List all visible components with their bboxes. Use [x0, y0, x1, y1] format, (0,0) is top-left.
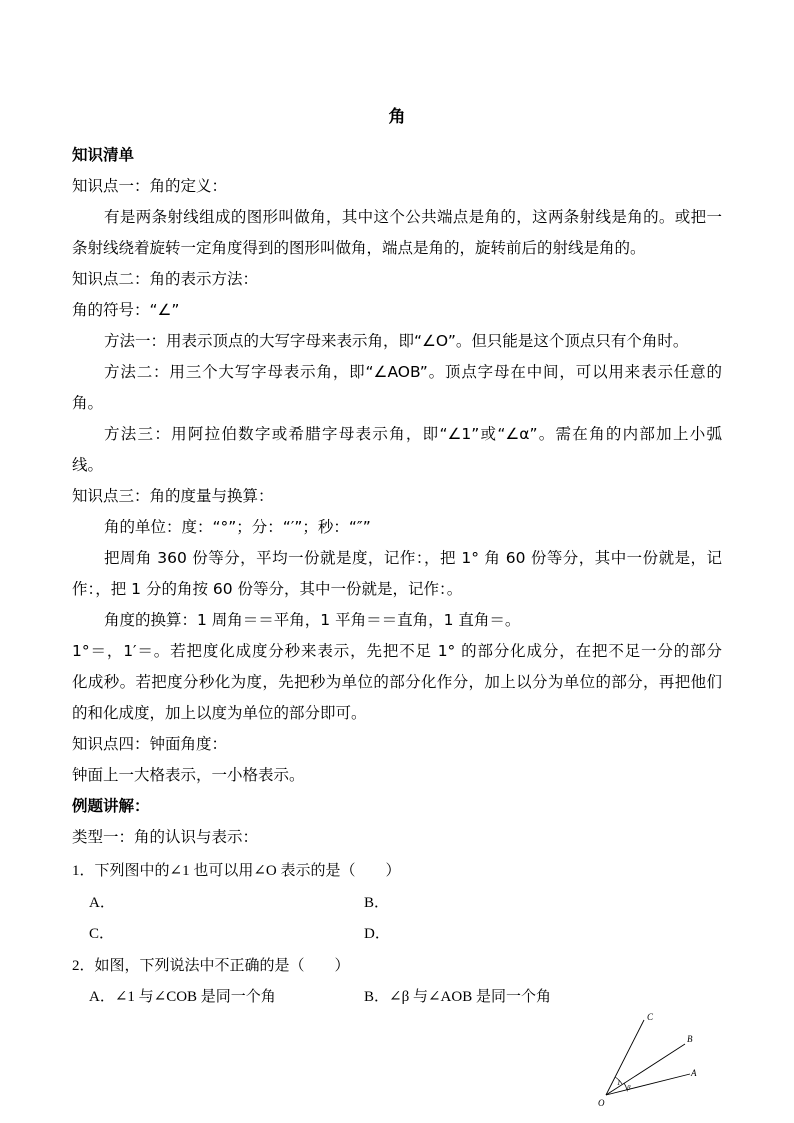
ray-oc	[606, 1020, 644, 1095]
label-a: A	[691, 1068, 697, 1078]
section-examples: 例题讲解：	[72, 797, 150, 815]
method1-text: 方法一：用表示顶点的大写字母来表示角，即“∠O”。但只能是这个顶点只有个角时。	[104, 332, 689, 350]
label-b: B	[687, 1034, 693, 1044]
angle-figure	[592, 1006, 702, 1116]
conversion-text-line2: 1°＝，1′＝。若把度化成度分秒来表示，先把不足 1° 的部分化成分，在把不足一分的部分	[72, 642, 722, 660]
question1: 1．下列图中的∠1 也可以用∠O 表示的是（ ）	[72, 863, 401, 879]
q1-option-c[interactable]: C．	[89, 926, 115, 942]
section-knowledge-list: 知识清单	[72, 146, 135, 164]
q1-option-d[interactable]: D．	[364, 926, 390, 942]
method3-text-line2: 线。	[72, 456, 104, 474]
method3-text-line1: 方法三：用阿拉伯数字或希腊字母表示角，即“∠1”或“∠α”。需在角的内部加上小弧	[104, 425, 722, 443]
q2-option-b[interactable]: B．∠β 与∠AOB 是同一个角	[364, 989, 551, 1005]
kp1-text-line1: 有是两条射线组成的图形叫做角，其中这个公共端点是角的，这两条射线是角的。或把一	[104, 208, 722, 226]
question2: 2．如图，下列说法中不正确的是（ ）	[72, 958, 350, 974]
q1-option-b[interactable]: B．	[364, 895, 390, 911]
kp4-text: 钟面上一大格表示，一小格表示。	[72, 766, 305, 784]
page-title: 角	[388, 107, 406, 127]
conversion-text-line4: 的和化成度，加上以度为单位的部分即可。	[72, 704, 367, 722]
type1-heading: 类型一：角的认识与表示：	[72, 828, 259, 846]
kp3-heading: 知识点三：角的度量与换算：	[72, 487, 274, 505]
label-c: C	[647, 1012, 654, 1022]
conversion-text-line1: 角度的换算：1 周角＝＝平角，1 平角＝＝直角，1 直角＝。	[104, 611, 521, 629]
method2-text-line1: 方法二：用三个大写字母表示角，即“∠AOB”。顶点字母在中间，可以用来表示任意的	[104, 363, 722, 381]
label-1: 1	[617, 1079, 621, 1087]
kp4-heading: 知识点四：钟面角度：	[72, 735, 228, 753]
perigon-text-line1: 把周角 360 份等分，平均一份就是度，记作：，把 1° 角 60 份等分，其中一份就是，记	[104, 549, 722, 567]
kp2-heading: 知识点二：角的表示方法：	[72, 270, 259, 288]
label-beta: β	[627, 1084, 631, 1092]
kp2-symbol: 角的符号：“∠”	[72, 301, 180, 319]
kp1-heading: 知识点一：角的定义：	[72, 177, 228, 195]
perigon-text-line2: 作：，把 1 分的角按 60 份等分，其中一份就是，记作：。	[72, 580, 463, 598]
angle-units: 角的单位：度：“°”；分：“′”；秒：“″”	[104, 518, 371, 536]
kp1-text-line2: 条射线绕着旋转一定角度得到的图形叫做角，端点是角的，旋转前后的射线是角的。	[72, 239, 646, 257]
label-o: O	[598, 1098, 605, 1108]
ray-ob	[606, 1044, 685, 1095]
method2-text-line2: 角。	[72, 394, 104, 412]
conversion-text-line3: 化成秒。若把度分秒化为度，先把秒为单位的部分化作分，加上以分为单位的部分，再把他们	[72, 673, 722, 691]
q2-option-a[interactable]: A．∠1 与∠COB 是同一个角	[89, 989, 276, 1005]
q1-option-a[interactable]: A．	[89, 895, 115, 911]
